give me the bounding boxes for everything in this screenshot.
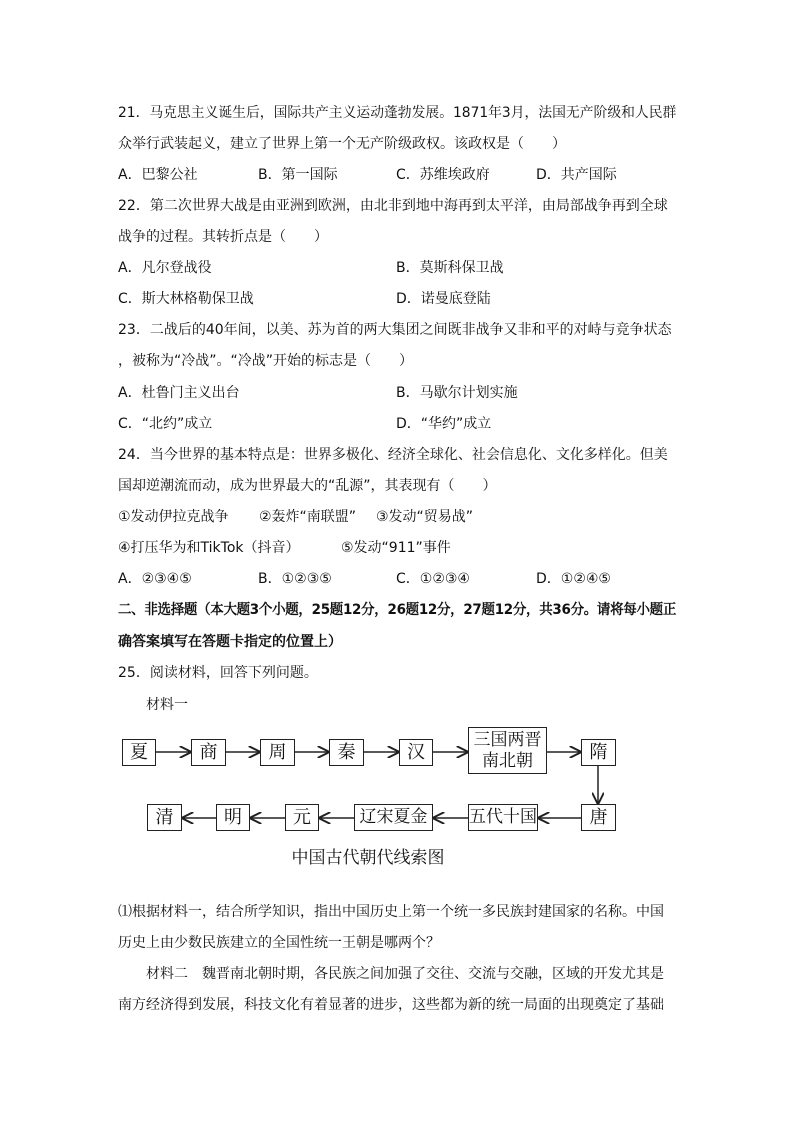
q22-option-a: A．凡尔登战役	[118, 260, 212, 276]
q22-option-d: D．诺曼底登陆	[396, 291, 491, 307]
material-1-label: 材料一	[146, 697, 188, 713]
q21-option-c: C．苏维埃政府	[396, 167, 490, 183]
dynasty-box: 秦	[329, 739, 364, 766]
q22-option-c: C．斯大林格勒保卫战	[118, 291, 254, 307]
q24-stem-line1: 24．当今世界的基本特点是：世界多极化、经济全球化、社会信息化、文化多样化。但美	[118, 447, 668, 463]
q21-option-d: D．共产国际	[536, 167, 617, 183]
dynasty-box: 元	[285, 804, 319, 831]
q21-option-a: A．巴黎公社	[118, 167, 198, 183]
dynasty-box: 夏	[122, 739, 156, 766]
q25-sub1-line2: 历史上由少数民族建立的全国性统一王朝是哪两个？	[118, 935, 440, 951]
q21-option-b: B．第一国际	[258, 167, 338, 183]
q24-item-4: ④打压华为和TikTok（抖音）	[118, 540, 300, 556]
section-2-heading-line1: 二、非选择题（本大题3个小题，25题12分，26题12分，27题12分，共36分。请将每小题正	[118, 602, 677, 618]
q23-option-c: C．“北约”成立	[118, 416, 213, 432]
q24-option-d: D．①②④⑤	[536, 571, 611, 587]
q24-option-a: A．②③④⑤	[118, 571, 192, 587]
q24-item-5: ⑤发动“911”事件	[341, 540, 451, 556]
q24-stem-line2: 国却逆潮流而动，成为世界最大的“乱源”，其表现有（ ）	[118, 478, 497, 494]
q21-stem-line2: 众举行武装起义，建立了世界上第一个无产阶级政权。该政权是（ ）	[118, 136, 566, 152]
dynasty-box: 周	[260, 739, 295, 766]
dynasty-box: 商	[191, 739, 226, 766]
material-2-line2: 南方经济得到发展，科技文化有着显著的进步，这些都为新的统一局面的出现奠定了基础	[118, 997, 664, 1013]
q22-stem-line2: 战争的过程。其转折点是（ ）	[118, 229, 328, 245]
q25-sub1-line1: ⑴根据材料一，结合所学知识，指出中国历史上第一个统一多民族封建国家的名称。中国	[118, 904, 664, 920]
section-2-heading-line2: 确答案填写在答题卡指定的位置上）	[118, 634, 342, 650]
q24-item-3: ③发动“贸易战”	[376, 509, 474, 525]
q22-stem-line1: 22．第二次世界大战是由亚洲到欧洲，由北非到地中海再到太平洋，由局部战争再到全球	[118, 198, 668, 214]
dynasty-box: 清	[147, 804, 182, 831]
dynasty-box: 辽宋夏金	[354, 804, 433, 831]
q23-option-a: A．杜鲁门主义出台	[118, 385, 240, 401]
q23-option-d: D．“华约”成立	[396, 416, 492, 432]
material-2-line1: 材料二 魏晋南北朝时期，各民族之间加强了交往、交流与交融，区域的开发尤其是	[146, 966, 664, 982]
dynasty-box: 三国两晋南北朝	[468, 727, 547, 774]
q23-option-b: B．马歇尔计划实施	[396, 385, 518, 401]
q24-item-2: ②轰炸“南联盟”	[259, 509, 357, 525]
q23-stem-line2: ，被称为“冷战”。“冷战”开始的标志是（ ）	[118, 353, 414, 369]
dynasty-box: 隋	[581, 739, 616, 766]
q24-option-b: B．①②③⑤	[258, 571, 332, 587]
dynasty-box: 唐	[581, 804, 616, 831]
q23-stem-line1: 23．二战后的40年间，以美、苏为首的两大集团之间既非战争又非和平的对峙与竞争状态	[118, 322, 672, 338]
q22-option-b: B．莫斯科保卫战	[396, 260, 504, 276]
dynasty-box: 明	[216, 804, 250, 831]
dynasty-box: 汉	[399, 739, 433, 766]
q24-item-1: ①发动伊拉克战争	[118, 509, 229, 525]
q24-option-c: C．①②③④	[396, 571, 470, 587]
diagram-caption: 中国古代朝代线索图	[291, 848, 445, 868]
dynasty-box: 五代十国	[468, 804, 538, 831]
q21-stem-line1: 21．马克思主义诞生后，国际共产主义运动蓬勃发展。1871年3月，法国无产阶级和人民群	[118, 105, 677, 121]
q25-intro: 25．阅读材料，回答下列问题。	[118, 665, 318, 681]
